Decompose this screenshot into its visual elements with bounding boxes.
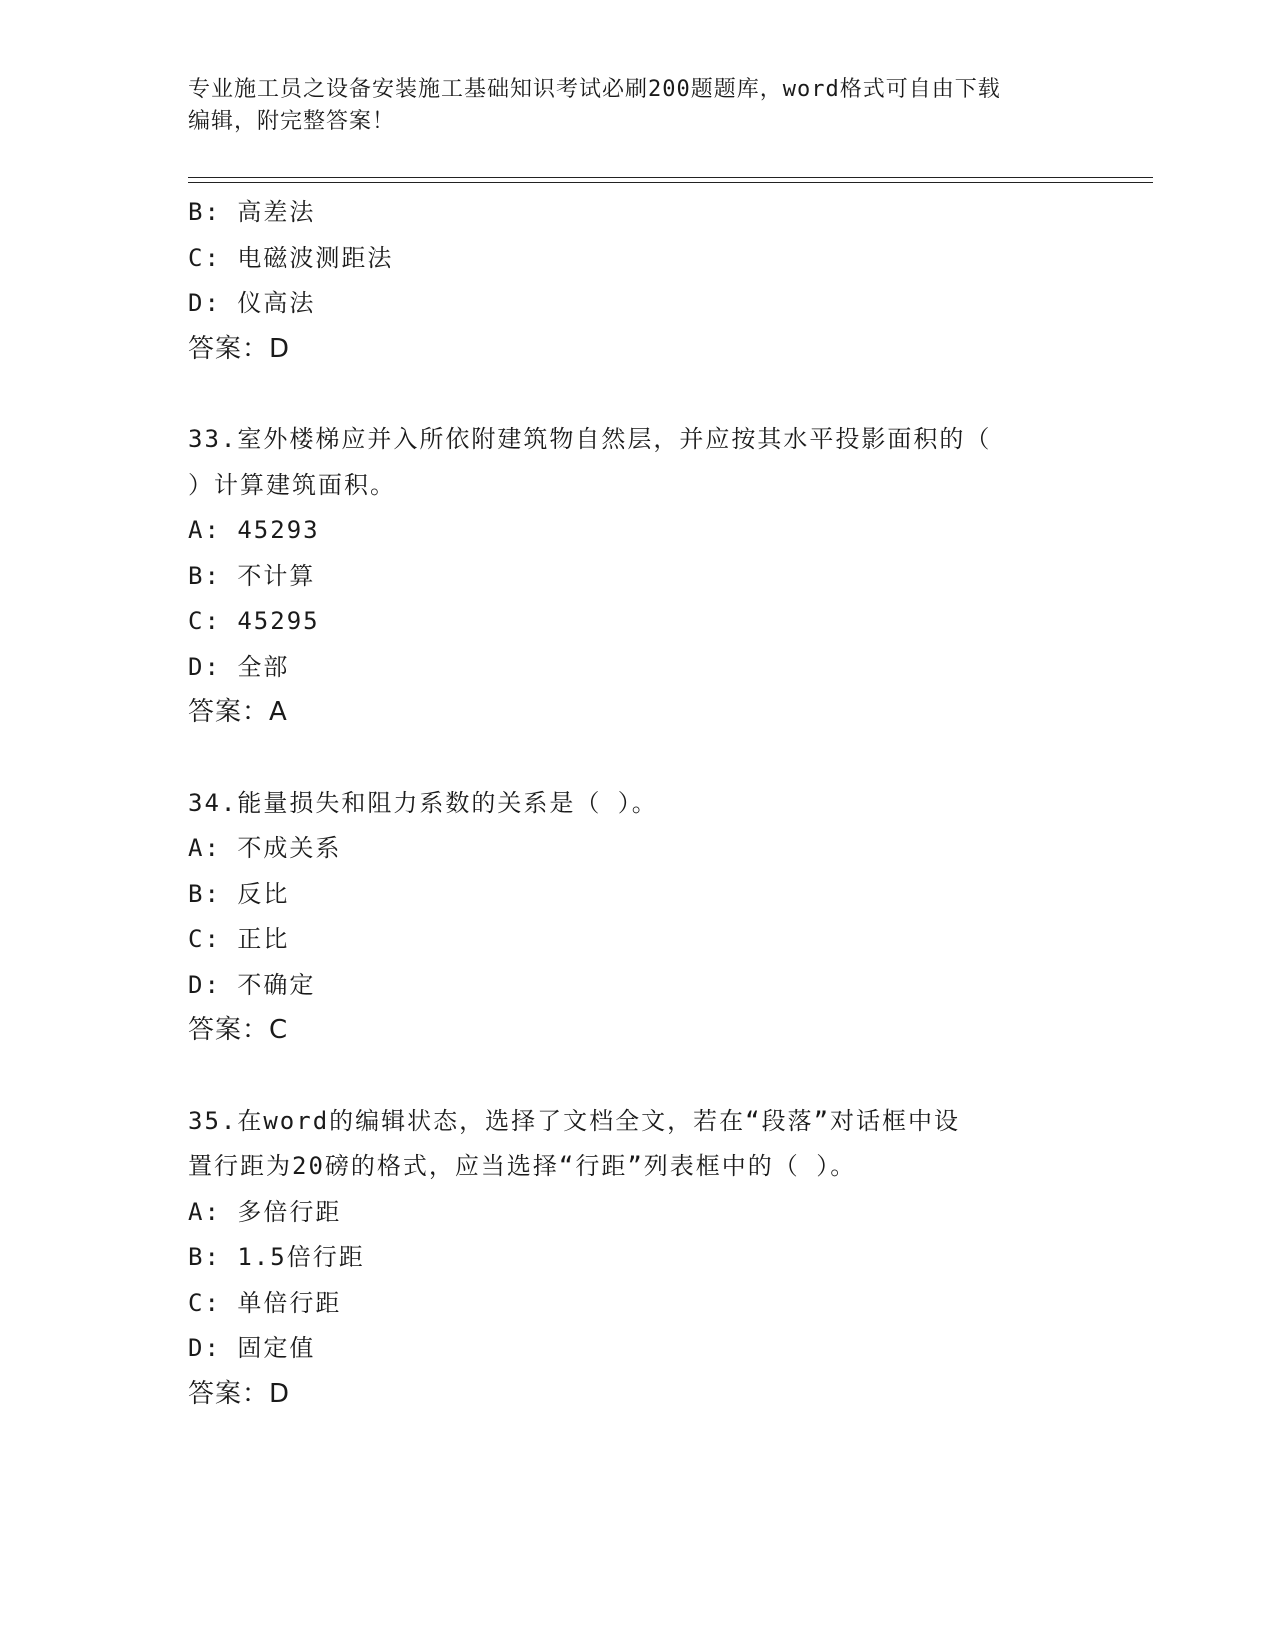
spacer	[188, 736, 1078, 781]
question-text	[188, 417, 1078, 508]
answer-label: 答案：D	[188, 333, 291, 364]
header-rule-top	[188, 177, 1153, 178]
document-header	[188, 74, 1078, 138]
option-c: C: 电磁波测距法	[188, 243, 394, 272]
question-block-34	[188, 781, 1078, 1054]
question-text	[188, 781, 1078, 827]
question-block-32	[188, 190, 1078, 372]
option-b: B: 1.5倍行距	[188, 1243, 365, 1271]
question-block-33	[188, 417, 1078, 736]
answer-label: 答案：A	[188, 697, 288, 727]
header-title-line-1: 专业施工员之设备安装施工基础知识考试必刷200题题库，word格式可自由下载	[188, 77, 1001, 102]
option-c: C: 45295	[188, 607, 320, 635]
question-block-35	[188, 1099, 1078, 1418]
option-b: B: 反比	[188, 879, 290, 908]
option-b: B: 不计算	[188, 561, 316, 590]
question-text-line: 34.能量损失和阻力系数的关系是（ ）。	[188, 788, 658, 817]
answer-label: 答案：D	[188, 1378, 291, 1409]
question-text-line: 置行距为20磅的格式，应当选择“行距”列表框中的（ ）。	[188, 1152, 857, 1180]
option-d: D: 全部	[188, 652, 290, 681]
option-a: A: 45293	[188, 516, 320, 544]
option-a: A: 多倍行距	[188, 1197, 342, 1226]
spacer	[188, 372, 1078, 417]
option-c: C: 单倍行距	[188, 1288, 342, 1317]
option-c: C: 正比	[188, 925, 290, 953]
header-title-line-2: 编辑，附完整答案！	[188, 109, 396, 134]
document-page	[188, 0, 1153, 1650]
spacer	[188, 1054, 1078, 1099]
option-a: A: 不成关系	[188, 834, 342, 862]
option-b: B: 高差法	[188, 198, 316, 226]
header-rule-bottom	[188, 182, 1153, 183]
answer-label: 答案：C	[188, 1015, 289, 1045]
question-list	[188, 190, 1078, 1417]
question-text-line: ）计算建筑面积。	[188, 470, 396, 499]
option-d: D: 仪高法	[188, 289, 316, 317]
question-text-line: 35.在word的编辑状态，选择了文档全文，若在“段落”对话框中设	[188, 1106, 961, 1135]
option-d: D: 不确定	[188, 970, 316, 999]
question-text-line: 33.室外楼梯应并入所依附建筑物自然层，并应按其水平投影面积的（	[188, 425, 992, 453]
option-d: D: 固定值	[188, 1334, 316, 1362]
question-text	[188, 1099, 1078, 1190]
